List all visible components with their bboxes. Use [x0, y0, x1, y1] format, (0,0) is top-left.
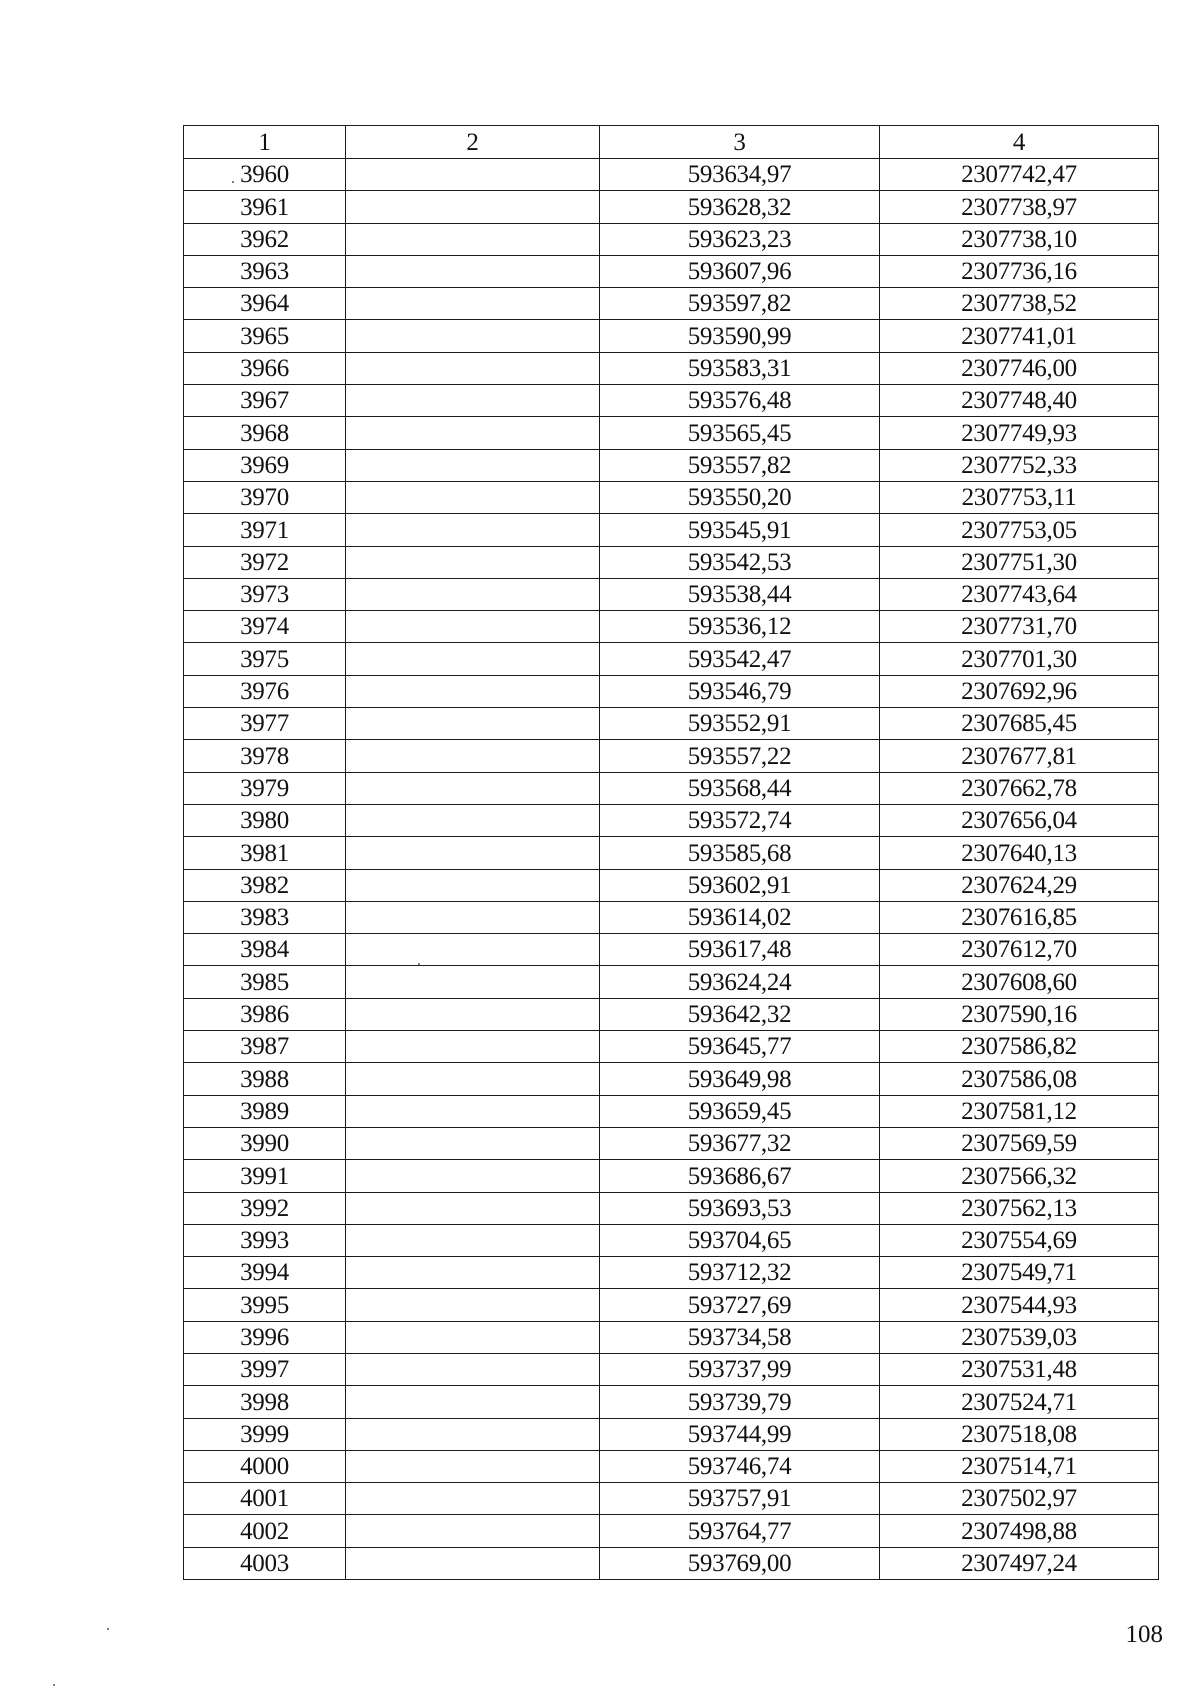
table-row — [184, 1192, 1159, 1224]
point-number-cell: 3975 — [184, 643, 346, 675]
point-number-cell: 3988 — [184, 1063, 346, 1095]
x-coordinate-cell: 593769,00 — [600, 1547, 880, 1579]
y-coordinate-cell: 2307749,93 — [880, 417, 1159, 449]
column-2-cell — [346, 901, 600, 933]
y-coordinate-cell: 2307738,10 — [880, 223, 1159, 255]
y-coordinate-cell: 2307692,96 — [880, 675, 1159, 707]
column-2-cell — [346, 1418, 600, 1450]
point-number-cell: 3979 — [184, 772, 346, 804]
table-row — [184, 1127, 1159, 1159]
column-2-cell — [346, 578, 600, 610]
y-coordinate-cell: 2307544,93 — [880, 1289, 1159, 1321]
table-row — [184, 417, 1159, 449]
y-coordinate-cell: 2307752,33 — [880, 449, 1159, 481]
header-row — [184, 126, 1159, 159]
scan-speck — [418, 963, 420, 965]
point-number-cell: 3987 — [184, 1031, 346, 1063]
y-coordinate-cell: 2307677,81 — [880, 740, 1159, 772]
column-2-cell — [346, 772, 600, 804]
table-row — [184, 1063, 1159, 1095]
y-coordinate-cell: 2307612,70 — [880, 934, 1159, 966]
point-number-cell: 3976 — [184, 675, 346, 707]
column-2-cell — [346, 869, 600, 901]
point-number-cell: 3997 — [184, 1353, 346, 1385]
column-header-4: 4 — [880, 126, 1159, 159]
column-2-cell — [346, 1450, 600, 1482]
y-coordinate-cell: 2307736,16 — [880, 255, 1159, 287]
point-number-cell: 3961 — [184, 191, 346, 223]
table-row — [184, 159, 1159, 191]
point-number-cell: 3992 — [184, 1192, 346, 1224]
point-number-cell: 4003 — [184, 1547, 346, 1579]
x-coordinate-cell: 593737,99 — [600, 1353, 880, 1385]
point-number-cell: 3978 — [184, 740, 346, 772]
x-coordinate-cell: 593634,97 — [600, 159, 880, 191]
point-number-cell: 3990 — [184, 1127, 346, 1159]
table-row — [184, 1450, 1159, 1482]
column-2-cell — [346, 966, 600, 998]
x-coordinate-cell: 593659,45 — [600, 1095, 880, 1127]
table-row — [184, 255, 1159, 287]
x-coordinate-cell: 593693,53 — [600, 1192, 880, 1224]
table-row — [184, 1515, 1159, 1547]
y-coordinate-cell: 2307518,08 — [880, 1418, 1159, 1450]
point-number-cell: 3964 — [184, 288, 346, 320]
x-coordinate-cell: 593614,02 — [600, 901, 880, 933]
column-2-cell — [346, 352, 600, 384]
y-coordinate-cell: 2307685,45 — [880, 708, 1159, 740]
y-coordinate-cell: 2307562,13 — [880, 1192, 1159, 1224]
y-coordinate-cell: 2307514,71 — [880, 1450, 1159, 1482]
column-2-cell — [346, 449, 600, 481]
point-number-cell: 3982 — [184, 869, 346, 901]
y-coordinate-cell: 2307743,64 — [880, 578, 1159, 610]
point-number-cell: 3969 — [184, 449, 346, 481]
column-2-cell — [346, 514, 600, 546]
point-number-cell: 3994 — [184, 1257, 346, 1289]
x-coordinate-cell: 593642,32 — [600, 998, 880, 1030]
table-row — [184, 934, 1159, 966]
column-2-cell — [346, 417, 600, 449]
column-2-cell — [346, 1386, 600, 1418]
table-row — [184, 804, 1159, 836]
column-2-cell — [346, 1031, 600, 1063]
column-2-cell — [346, 708, 600, 740]
y-coordinate-cell: 2307524,71 — [880, 1386, 1159, 1418]
x-coordinate-cell: 593712,32 — [600, 1257, 880, 1289]
x-coordinate-cell: 593602,91 — [600, 869, 880, 901]
table-row — [184, 1095, 1159, 1127]
column-2-cell — [346, 1127, 600, 1159]
x-coordinate-cell: 593764,77 — [600, 1515, 880, 1547]
point-number-cell: 3998 — [184, 1386, 346, 1418]
y-coordinate-cell: 2307586,82 — [880, 1031, 1159, 1063]
point-number-cell: 3970 — [184, 481, 346, 513]
point-number-cell: 3983 — [184, 901, 346, 933]
x-coordinate-cell: 593734,58 — [600, 1321, 880, 1353]
y-coordinate-cell: 2307738,52 — [880, 288, 1159, 320]
point-number-cell: 3984 — [184, 934, 346, 966]
y-coordinate-cell: 2307751,30 — [880, 546, 1159, 578]
x-coordinate-cell: 593590,99 — [600, 320, 880, 352]
x-coordinate-cell: 593746,74 — [600, 1450, 880, 1482]
x-coordinate-cell: 593568,44 — [600, 772, 880, 804]
x-coordinate-cell: 593550,20 — [600, 481, 880, 513]
table-header — [184, 126, 1159, 159]
column-2-cell — [346, 934, 600, 966]
x-coordinate-cell: 593572,74 — [600, 804, 880, 836]
table-row — [184, 772, 1159, 804]
column-2-cell — [346, 1257, 600, 1289]
column-2-cell — [346, 804, 600, 836]
column-2-cell — [346, 1289, 600, 1321]
point-number-cell: 3971 — [184, 514, 346, 546]
column-2-cell — [346, 675, 600, 707]
x-coordinate-cell: 593727,69 — [600, 1289, 880, 1321]
column-header-2: 2 — [346, 126, 600, 159]
x-coordinate-cell: 593557,82 — [600, 449, 880, 481]
table-row — [184, 1289, 1159, 1321]
column-2-cell — [346, 611, 600, 643]
table-body — [184, 159, 1159, 1580]
x-coordinate-cell: 593576,48 — [600, 385, 880, 417]
point-number-cell: 3967 — [184, 385, 346, 417]
y-coordinate-cell: 2307569,59 — [880, 1127, 1159, 1159]
point-number-cell: 3996 — [184, 1321, 346, 1353]
table-row — [184, 1547, 1159, 1579]
column-2-cell — [346, 837, 600, 869]
x-coordinate-cell: 593542,47 — [600, 643, 880, 675]
point-number-cell: 4001 — [184, 1483, 346, 1515]
table-row — [184, 1353, 1159, 1385]
y-coordinate-cell: 2307616,85 — [880, 901, 1159, 933]
y-coordinate-cell: 2307738,97 — [880, 191, 1159, 223]
x-coordinate-cell: 593645,77 — [600, 1031, 880, 1063]
column-2-cell — [346, 288, 600, 320]
point-number-cell: 3977 — [184, 708, 346, 740]
table-row — [184, 837, 1159, 869]
scan-speck — [232, 181, 234, 183]
table-row — [184, 288, 1159, 320]
x-coordinate-cell: 593565,45 — [600, 417, 880, 449]
y-coordinate-cell: 2307608,60 — [880, 966, 1159, 998]
y-coordinate-cell: 2307586,08 — [880, 1063, 1159, 1095]
point-number-cell: 3968 — [184, 417, 346, 449]
column-2-cell — [346, 159, 600, 191]
table-row — [184, 385, 1159, 417]
x-coordinate-cell: 593545,91 — [600, 514, 880, 546]
x-coordinate-cell: 593538,44 — [600, 578, 880, 610]
y-coordinate-cell: 2307590,16 — [880, 998, 1159, 1030]
column-2-cell — [346, 1192, 600, 1224]
table-row — [184, 675, 1159, 707]
column-header-1: 1 — [184, 126, 346, 159]
y-coordinate-cell: 2307554,69 — [880, 1224, 1159, 1256]
point-number-cell: 3963 — [184, 255, 346, 287]
table-row — [184, 1418, 1159, 1450]
x-coordinate-cell: 593686,67 — [600, 1160, 880, 1192]
column-2-cell — [346, 546, 600, 578]
x-coordinate-cell: 593649,98 — [600, 1063, 880, 1095]
column-2-cell — [346, 1160, 600, 1192]
table-row — [184, 320, 1159, 352]
point-number-cell: 3999 — [184, 1418, 346, 1450]
y-coordinate-cell: 2307748,40 — [880, 385, 1159, 417]
y-coordinate-cell: 2307640,13 — [880, 837, 1159, 869]
y-coordinate-cell: 2307549,71 — [880, 1257, 1159, 1289]
x-coordinate-cell: 593704,65 — [600, 1224, 880, 1256]
table-row — [184, 708, 1159, 740]
scan-speck — [107, 1628, 109, 1630]
x-coordinate-cell: 593583,31 — [600, 352, 880, 384]
table-row — [184, 1160, 1159, 1192]
table-row — [184, 869, 1159, 901]
table-row — [184, 1257, 1159, 1289]
column-2-cell — [346, 320, 600, 352]
y-coordinate-cell: 2307662,78 — [880, 772, 1159, 804]
table-row — [184, 352, 1159, 384]
y-coordinate-cell: 2307502,97 — [880, 1483, 1159, 1515]
point-number-cell: 4002 — [184, 1515, 346, 1547]
y-coordinate-cell: 2307656,04 — [880, 804, 1159, 836]
column-2-cell — [346, 1547, 600, 1579]
x-coordinate-cell: 593623,23 — [600, 223, 880, 255]
table-row — [184, 1483, 1159, 1515]
table-row — [184, 966, 1159, 998]
column-2-cell — [346, 1095, 600, 1127]
table-row — [184, 643, 1159, 675]
point-number-cell: 3986 — [184, 998, 346, 1030]
x-coordinate-cell: 593744,99 — [600, 1418, 880, 1450]
x-coordinate-cell: 593542,53 — [600, 546, 880, 578]
table-row — [184, 1224, 1159, 1256]
x-coordinate-cell: 593585,68 — [600, 837, 880, 869]
x-coordinate-cell: 593617,48 — [600, 934, 880, 966]
column-2-cell — [346, 1483, 600, 1515]
y-coordinate-cell: 2307731,70 — [880, 611, 1159, 643]
table-row — [184, 1321, 1159, 1353]
y-coordinate-cell: 2307741,01 — [880, 320, 1159, 352]
point-number-cell: 3972 — [184, 546, 346, 578]
column-2-cell — [346, 643, 600, 675]
column-header-3: 3 — [600, 126, 880, 159]
table-row — [184, 481, 1159, 513]
column-2-cell — [346, 1321, 600, 1353]
y-coordinate-cell: 2307498,88 — [880, 1515, 1159, 1547]
y-coordinate-cell: 2307531,48 — [880, 1353, 1159, 1385]
column-2-cell — [346, 740, 600, 772]
coordinates-table — [183, 125, 1159, 1580]
x-coordinate-cell: 593546,79 — [600, 675, 880, 707]
x-coordinate-cell: 593628,32 — [600, 191, 880, 223]
point-number-cell: 3973 — [184, 578, 346, 610]
x-coordinate-cell: 593677,32 — [600, 1127, 880, 1159]
column-2-cell — [346, 1515, 600, 1547]
point-number-cell: 4000 — [184, 1450, 346, 1482]
table-row — [184, 514, 1159, 546]
x-coordinate-cell: 593557,22 — [600, 740, 880, 772]
point-number-cell: 3995 — [184, 1289, 346, 1321]
point-number-cell: 3962 — [184, 223, 346, 255]
y-coordinate-cell: 2307624,29 — [880, 869, 1159, 901]
point-number-cell: 3965 — [184, 320, 346, 352]
y-coordinate-cell: 2307497,24 — [880, 1547, 1159, 1579]
x-coordinate-cell: 593607,96 — [600, 255, 880, 287]
point-number-cell: 3980 — [184, 804, 346, 836]
scan-speck — [53, 1684, 55, 1686]
column-2-cell — [346, 1063, 600, 1095]
y-coordinate-cell: 2307742,47 — [880, 159, 1159, 191]
table-row — [184, 223, 1159, 255]
y-coordinate-cell: 2307753,11 — [880, 481, 1159, 513]
point-number-cell: 3960 — [184, 159, 346, 191]
column-2-cell — [346, 1224, 600, 1256]
table-row — [184, 449, 1159, 481]
y-coordinate-cell: 2307701,30 — [880, 643, 1159, 675]
column-2-cell — [346, 385, 600, 417]
table-row — [184, 998, 1159, 1030]
page-number: 108 — [1125, 1621, 1163, 1648]
table-row — [184, 191, 1159, 223]
table-row — [184, 1386, 1159, 1418]
point-number-cell: 3993 — [184, 1224, 346, 1256]
y-coordinate-cell: 2307566,32 — [880, 1160, 1159, 1192]
x-coordinate-cell: 593536,12 — [600, 611, 880, 643]
y-coordinate-cell: 2307753,05 — [880, 514, 1159, 546]
x-coordinate-cell: 593739,79 — [600, 1386, 880, 1418]
column-2-cell — [346, 998, 600, 1030]
point-number-cell: 3981 — [184, 837, 346, 869]
point-number-cell: 3989 — [184, 1095, 346, 1127]
x-coordinate-cell: 593757,91 — [600, 1483, 880, 1515]
y-coordinate-cell: 2307746,00 — [880, 352, 1159, 384]
column-2-cell — [346, 255, 600, 287]
y-coordinate-cell: 2307581,12 — [880, 1095, 1159, 1127]
table-row — [184, 546, 1159, 578]
column-2-cell — [346, 481, 600, 513]
table-row — [184, 740, 1159, 772]
point-number-cell: 3985 — [184, 966, 346, 998]
y-coordinate-cell: 2307539,03 — [880, 1321, 1159, 1353]
point-number-cell: 3974 — [184, 611, 346, 643]
x-coordinate-cell: 593552,91 — [600, 708, 880, 740]
point-number-cell: 3966 — [184, 352, 346, 384]
x-coordinate-cell: 593597,82 — [600, 288, 880, 320]
column-2-cell — [346, 191, 600, 223]
table-row — [184, 1031, 1159, 1063]
table-row — [184, 578, 1159, 610]
table-row — [184, 611, 1159, 643]
table-row — [184, 901, 1159, 933]
column-2-cell — [346, 1353, 600, 1385]
column-2-cell — [346, 223, 600, 255]
point-number-cell: 3991 — [184, 1160, 346, 1192]
x-coordinate-cell: 593624,24 — [600, 966, 880, 998]
